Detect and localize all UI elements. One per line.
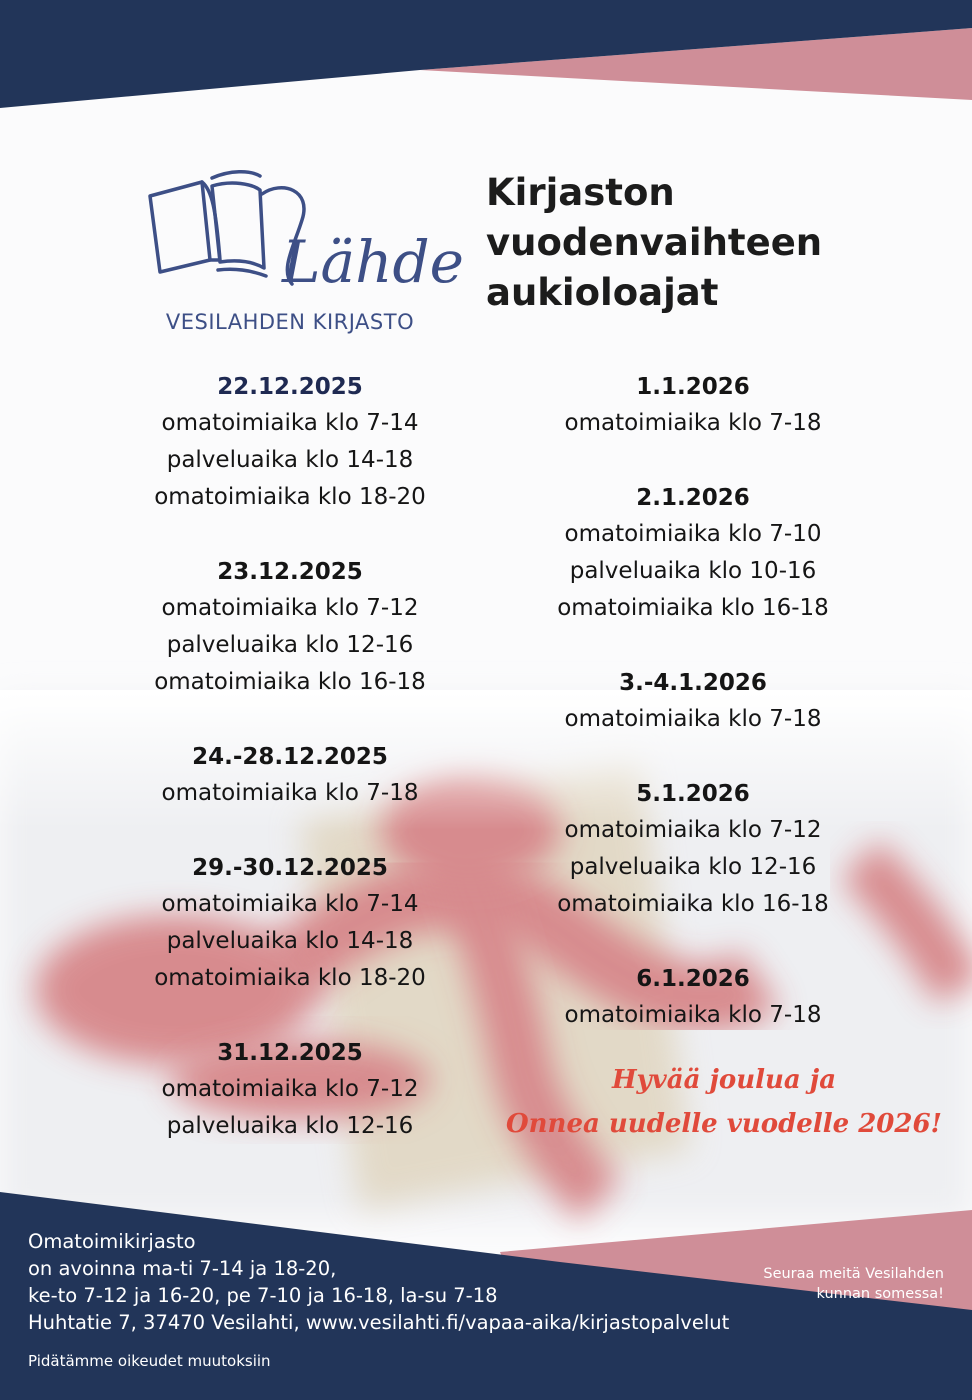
- schedule-date: 1.1.2026: [636, 374, 750, 400]
- schedule-entry: [110, 850, 470, 997]
- schedule-line: omatoimiaika klo 18-20: [154, 484, 426, 510]
- logo-subtitle: VESILAHDEN KIRJASTO: [165, 310, 415, 334]
- schedule-line: omatoimiaika klo 7-18: [564, 410, 822, 436]
- title-line-1: Kirjaston: [486, 171, 675, 214]
- schedule-date: 31.12.2025: [217, 1040, 363, 1066]
- social-line: Seuraa meitä Vesilahden: [763, 1266, 944, 1282]
- footer-disclaimer: Pidätämme oikeudet muutoksiin: [28, 1352, 271, 1370]
- schedule-line: omatoimiaika klo 7-14: [161, 891, 419, 917]
- schedule-date: 5.1.2026: [636, 781, 750, 807]
- schedule-entry: [110, 1035, 470, 1145]
- schedule-entry: [513, 369, 873, 442]
- title-line-2: vuodenvaihteen: [486, 221, 823, 264]
- schedule-entry: [513, 480, 873, 627]
- schedule-date: 22.12.2025: [217, 374, 363, 400]
- schedule-date: 29.-30.12.2025: [192, 855, 388, 881]
- schedule-line: palveluaika klo 12-16: [569, 854, 817, 880]
- schedule-line: omatoimiaika klo 7-14: [161, 410, 419, 436]
- page-title: [486, 168, 926, 318]
- schedule-line: omatoimiaika klo 7-12: [161, 1076, 419, 1102]
- schedule-entry: [110, 739, 470, 812]
- schedule-left-column: [110, 369, 470, 1183]
- schedule-line: omatoimiaika klo 7-18: [161, 780, 419, 806]
- footer-address-link[interactable]: Huhtatie 7, 37470 Vesilahti, www.vesilahti.fi/vapaa-aika/kirjastopalvelut: [28, 1311, 730, 1334]
- schedule-line: palveluaika klo 12-16: [166, 632, 414, 658]
- schedule-entry: [513, 961, 873, 1034]
- schedule-date: 6.1.2026: [636, 966, 750, 992]
- schedule-entry: [110, 369, 470, 516]
- schedule-line: omatoimiaika klo 7-12: [161, 595, 419, 621]
- social-media-note: [700, 1264, 944, 1304]
- schedule-line: omatoimiaika klo 7-10: [564, 521, 822, 547]
- schedule-line: omatoimiaika klo 16-18: [557, 595, 829, 621]
- schedule-entry: [110, 554, 470, 701]
- footer-info: [28, 1228, 729, 1336]
- schedule-date: 2.1.2026: [636, 485, 750, 511]
- schedule-line: omatoimiaika klo 16-18: [557, 891, 829, 917]
- logo-name: Lähde: [282, 228, 464, 296]
- schedule-entry: [513, 665, 873, 738]
- greeting-line-2: Onnea uudelle vuodelle 2026!: [506, 1109, 942, 1139]
- schedule-line: omatoimiaika klo 7-18: [564, 1002, 822, 1028]
- schedule-line: omatoimiaika klo 18-20: [154, 965, 426, 991]
- title-line-3: aukioloajat: [486, 271, 719, 314]
- schedule-line: palveluaika klo 14-18: [166, 928, 414, 954]
- footer-line: ke-to 7-12 ja 16-20, pe 7-10 ja 16-18, la-su 7-18: [28, 1284, 498, 1307]
- social-line: kunnan somessa!: [816, 1286, 944, 1302]
- schedule-line: palveluaika klo 12-16: [166, 1113, 414, 1139]
- schedule-date: 23.12.2025: [217, 559, 363, 585]
- schedule-date: 24.-28.12.2025: [192, 744, 388, 770]
- schedule-date: 3.-4.1.2026: [619, 670, 767, 696]
- schedule-line: omatoimiaika klo 16-18: [154, 669, 426, 695]
- schedule-entry: [513, 776, 873, 923]
- schedule-right-column: [513, 369, 873, 1072]
- schedule-line: omatoimiaika klo 7-12: [564, 817, 822, 843]
- open-book-icon: [142, 150, 464, 306]
- schedule-line: palveluaika klo 14-18: [166, 447, 414, 473]
- schedule-line: omatoimiaika klo 7-18: [564, 706, 822, 732]
- schedule-line: palveluaika klo 10-16: [569, 558, 817, 584]
- footer-line: on avoinna ma-ti 7-14 ja 18-20,: [28, 1257, 337, 1280]
- greeting-line-1: Hyvää joulua ja: [611, 1065, 837, 1095]
- holiday-greeting: [480, 1058, 968, 1146]
- footer-line: Omatoimikirjasto: [28, 1230, 196, 1253]
- library-logo: [142, 150, 464, 346]
